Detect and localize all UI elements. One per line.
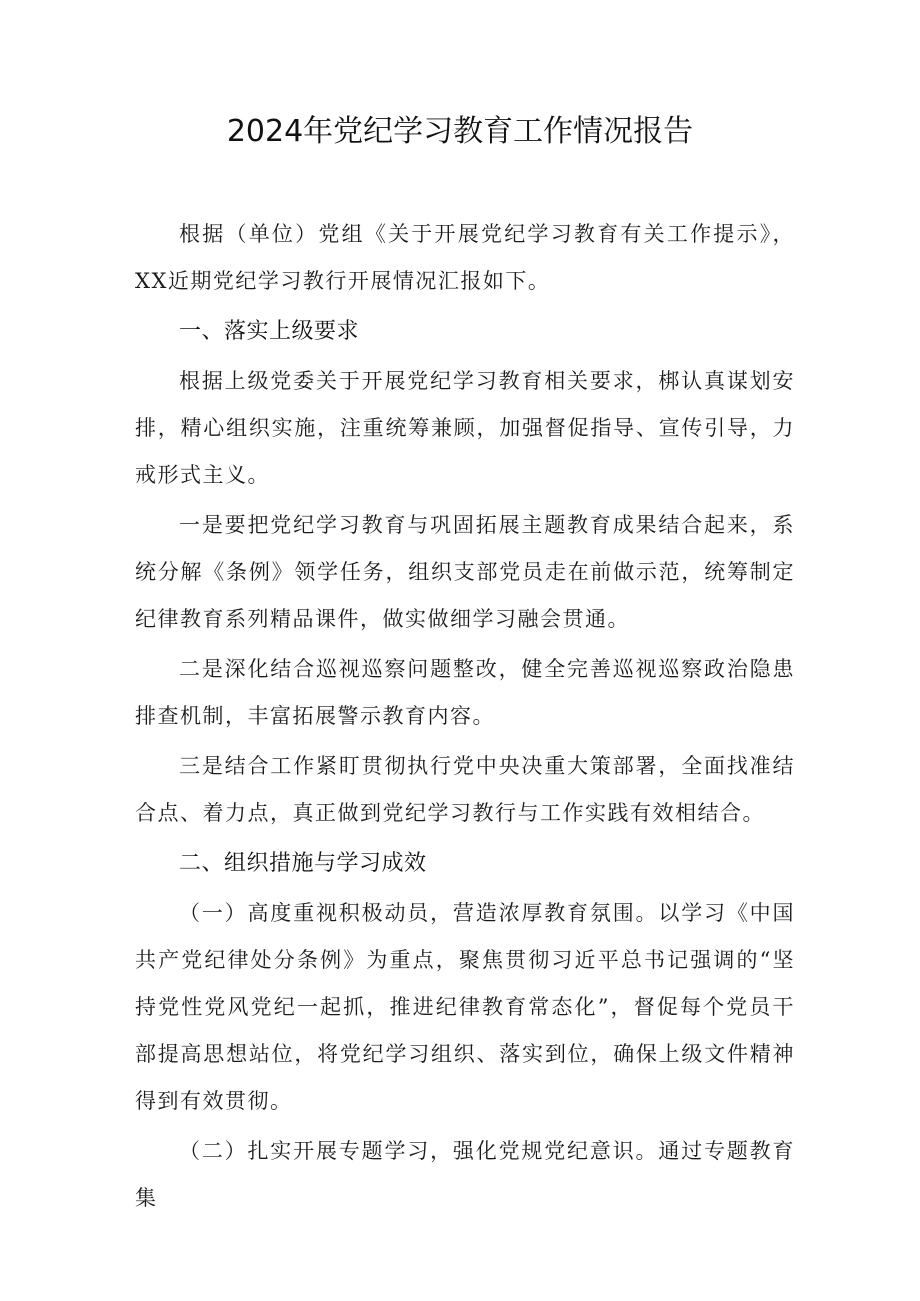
section-1-heading: 一、落实上级要求 <box>179 319 360 344</box>
section-1-paragraph-3: 二是深化结合巡视巡察问题整改，健全完善巡视巡察政治隐患排查机制，丰富拓展警示教育内容。 <box>135 657 795 728</box>
section-1-paragraph-2: 一是要把党纪学习教育与巩固拓展主题教育成果结合起来，系统分解《条例》领学任务，组织支部党员走在前做示范，统筹制定纪律教育系列精品课件，做实做细学习融会贯通。 <box>135 513 795 631</box>
section-2-paragraph-1: （一）高度重视积极动员，营造浓厚教育氛围。以学习《中国共产党纪律处分条例》为重点，聚焦贯彻习近平总书记强调的“坚持党性党风党纪一起抓，推进纪律教育常态化”，督促每个党员干部提高思想站位，将党纪学习组织、落实到位，确保上级文件精神得到有效贯彻。 <box>135 901 795 1113</box>
intro-paragraph: 根据（单位）党组《关于开展党纪学习教育有关工作提示》，XX近期党纪学习教行开展情况汇报如下。 <box>135 222 795 293</box>
section-1-paragraph-4: 三是结合工作紧盯贯彻执行党中央决重大策部署，全面找准结合点、着力点，真正做到党纪学习教行与工作实践有效相结合。 <box>135 754 795 825</box>
section-2-heading: 二、组织措施与学习成效 <box>179 851 427 876</box>
document-title: 2024年党纪学习教育工作情况报告 <box>226 114 694 149</box>
section-2-paragraph-2: （二）扎实开展专题学习，强化党规党纪意识。通过专题教育集 <box>135 1139 795 1210</box>
section-1-paragraph-1: 根据上级党委关于开展党纪学习教育相关要求，梆认真谋划安排，精心组织实施，注重统筹兼顾，加强督促指导、宣传引导，力戒形式主义。 <box>135 369 795 487</box>
document-body <box>135 211 795 1225</box>
